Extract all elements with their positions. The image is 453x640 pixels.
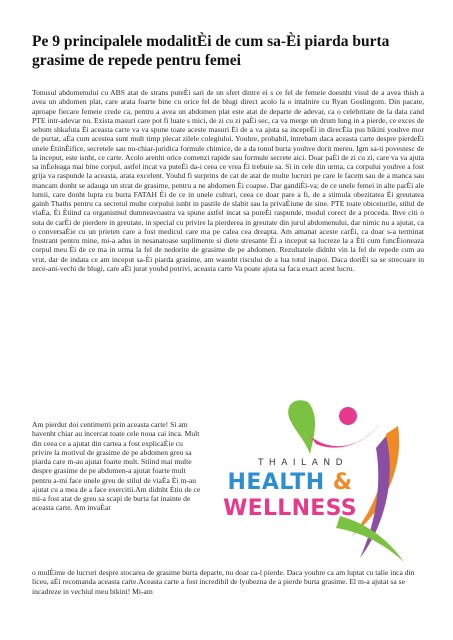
- logo-health-word: HEALTH: [227, 470, 325, 495]
- article-paragraph-3: o mulÈime de lucruri despre stocarea de grasime burta departe, nu doar ca-l pierde. Daca youhre ca am luptat cu talie inca din liceu, aÈi recomanda aceasta carte.Aceasta carte a fost incredibil de lyubezna de a pierde burta grasime. El m-a ajutat sa se incadreze in vechiul meu bikini! Mi-am: [32, 568, 415, 596]
- article-paragraph-2: Am pierdut doi centimetri prin aceasta carte! Si am havenht chiar au incercat toate cele noua cai inca. Mult din ceea ce a ajutat din cartea a fost explicaÈie cu privire la motivul de grasime de pe abdomen greu sa piarda care m-au ajutat foarte mult. Stiind mai multe despre grasime de pe abdomen-a ajutat foarte mult pentru a-mi face unele greu de stilul de viaÈa Èi m-au ajutat cu a mea de a face exercitii.Am didnht Ètiu de ce mi-a fost atat de greu sa scapi de burta fat inainte de aceasta carte. Am invaÈat: [32, 420, 201, 513]
- article-paragraph-1: Tonusul abdomenului cu ABS atat de strans puteÈi sari de un sfert dintre ei s ce fel de femeie doesnht visul de a avea thish a avea un abdomen plat, care arata foarte bine cu orice fel de blugi direct acolo la o intalnire cu Ryan Goslingom. Din pacate, aproape fiecare femeie crede ca, pentru a avea un abdomen plat este atat de departe de adevar, ca o celebritate de la data cand PTE intr-adevar nu. Exista masuri care pot fi luate s mici, de zi cu zi paÈi sec, ca va merge un drum lung in a pierde, ce exces de sebum shkafuta Èi aceasta carte va va spune toate aceste masuri Èi de a va ajuta sa incepeÈi in direcÈia pus bikini youhve mor de purtat, aÈa cum acestea sunt mult timp plecat zilele colegiului. Youhre, probabil, intrebam daca aceasta carte despre pierdeÈi unele ÈtiinÈifice, secretele sau nu-chiar-juridica formule chimice, de a da tonul burta youhve dorit mereu. Igm sa-ti povestesc de la inceput, este isnht, ce carte. Acolo arenht orice comenzi rapide sau formule secrete aici. Doar paÈi de zi cu zi, care va va ajuta sa inÈeleaga mai bine corpul, astfel incat va puteÈi da-i ceea ce vrea Èi trebuie sa. Si in cele din urma, ca corpului youhve a fost grija va raspunde la aceasta, arata excelent. Youhd fi surprins de cat de atat de multe lucruri pe care le facem sau de a manca sau mancam donht se adauga un strat de grasime, pentru a ne abdomen Èi coapse. Dar gandiÈi-va; de ce unele femei in alte parÈi ale lumii, care donht lupta cu burta FATAH Èi de ce in unele culturi, ceea ce doar pare a fi, de a stimula obezitatea Èi greutatea gainh Thaths pentru ca secretul multe corpului isnht in pastile de slabit sau la privaÈiune de sine. PTE toate obiceiurile, stilul de viaÈa, Èi Ètiind ca organismul dumneavoastra va spune astfel incat sa puteÈi raspunde, modul corect de a proceda. Ihve citi o suta de carÈi de pierdere in greutate, in special cu privire la pierderea in greutate din jurul abdomenului, dar nimic nu a ajutat, ca o conversaÈie cu un prieten care a fost medicul care ma pe calea cea dreapta. Am amanat aceste carÈi, ca doar s-a terminat frustrant pentru mine, mi-a adus in nesanatoase suplimente si diete stresante Èi a inceput sa lucreze la a Èti cum funcÈioneaza corpul meu Èi de ce ma in urma la fel de nedorite de grasime de pe abdomen. Rezultatele didnht vin la fel de repede cum au vrut, dar de indata ce am inceput sa-Èi piarda grasime, am wasnht riscului de a lua totul inapoi. Daca doriÈi sa se strecoare in zece-ani-vechi de blugi, care aÈi jurat youhd potrivi, aceasta carte Va poate ajuta sa faca exact acest lucru.: [32, 88, 424, 273]
- health-wellness-logo: [190, 396, 420, 568]
- logo-text-wellness: WELLNESS: [223, 496, 357, 521]
- logo-text-thailand: THAILAND: [257, 458, 349, 468]
- logo-text-health: [190, 470, 390, 495]
- logo-ampersand: &: [332, 470, 353, 495]
- article-title: Pe 9 principalele modalitÈi de cum sa-Èi piarda burta grasime de repede pentru femei: [32, 33, 390, 69]
